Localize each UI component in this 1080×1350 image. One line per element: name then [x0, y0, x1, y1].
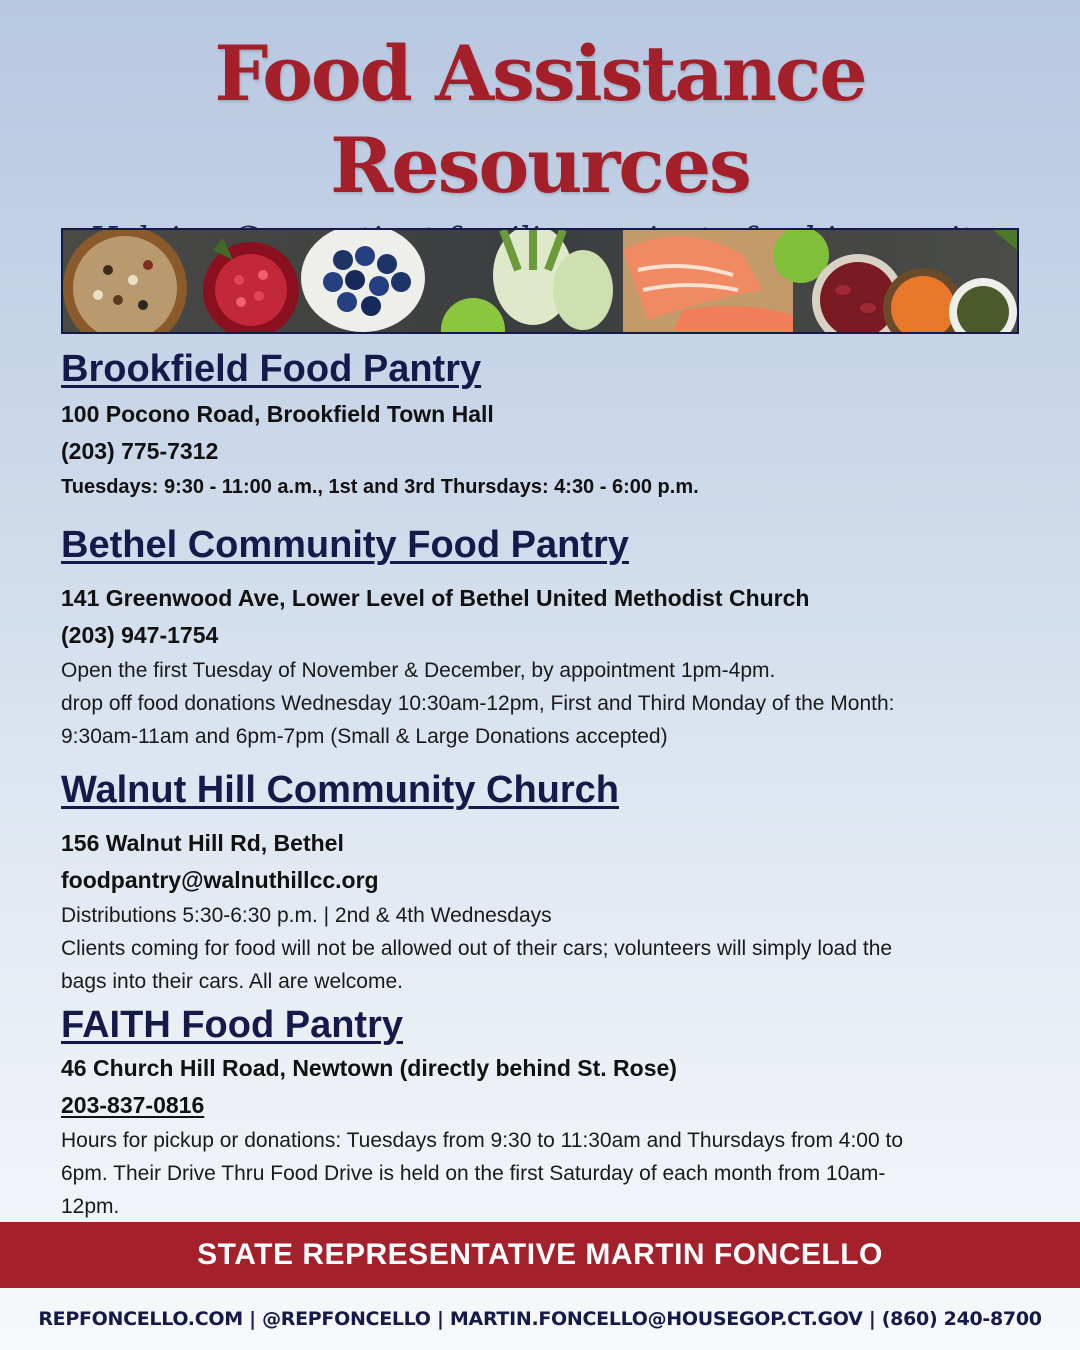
resource-phone-link[interactable]: 203-837-0816	[61, 1092, 205, 1118]
resource-detail: Distributions 5:30-6:30 p.m. | 2nd & 4th Wednesdays	[61, 904, 552, 927]
beans-bowl-icon	[63, 230, 187, 332]
resource-title-bethel[interactable]: Bethel Community Food Pantry	[61, 524, 629, 566]
resource-email[interactable]: foodpantry@walnuthillcc.org	[61, 867, 379, 893]
resource-detail: 12pm.	[61, 1195, 120, 1218]
resource-detail: Hours for pickup or donations: Tuesdays from 9:30 to 11:30am and Thursdays from 4:00 to	[61, 1129, 904, 1152]
resource-faith	[61, 1002, 1019, 1223]
resource-phone: (203) 775-7312	[61, 438, 219, 464]
resource-address: 100 Pocono Road, Brookfield Town Hall	[61, 401, 494, 427]
resource-title-walnut-hill[interactable]: Walnut Hill Community Church	[61, 769, 620, 811]
resource-list	[61, 346, 1019, 1223]
resource-title-brookfield[interactable]: Brookfield Food Pantry	[61, 348, 482, 390]
resource-phone: (203) 947-1754	[61, 622, 219, 648]
resource-brookfield	[61, 346, 1019, 504]
footer-contact-info: REPFONCELLO.COM | @REPFONCELLO | MARTIN.FONCELLO@HOUSEGOP.CT.GOV | (860) 240-8700	[38, 1308, 1042, 1330]
resource-walnut-hill	[61, 767, 1019, 998]
food-banner-image	[61, 228, 1019, 334]
resource-detail: 6pm. Their Drive Thru Food Drive is held on the first Saturday of each month from 10am-	[61, 1162, 886, 1185]
representative-banner: STATE REPRESENTATIVE MARTIN FONCELLO	[0, 1222, 1080, 1288]
resource-bethel	[61, 522, 1019, 753]
resource-detail: Open the first Tuesday of November & December, by appointment 1pm-4pm.	[61, 659, 776, 682]
resource-detail: drop off food donations Wednesday 10:30am-12pm, First and Third Monday of the Month:	[61, 692, 895, 715]
resource-detail: Clients coming for food will not be allowed out of their cars; volunteers will simply load the	[61, 937, 893, 960]
resource-address: 156 Walnut Hill Rd, Bethel	[61, 830, 344, 856]
page-title: Food Assistance Resources	[214, 29, 866, 210]
resource-address: 141 Greenwood Ave, Lower Level of Bethel United Methodist Church	[61, 585, 810, 611]
resource-hours: Tuesdays: 9:30 - 11:00 a.m., 1st and 3rd Thursdays: 4:30 - 6:00 p.m.	[61, 476, 699, 498]
resource-address: 46 Church Hill Road, Newtown (directly behind St. Rose)	[61, 1055, 677, 1081]
resource-detail: bags into their cars. All are welcome.	[61, 970, 403, 993]
resource-title-faith[interactable]: FAITH Food Pantry	[61, 1004, 403, 1046]
resource-detail: 9:30am-11am and 6pm-7pm (Small & Large Donations accepted)	[61, 725, 668, 748]
salmon-icon	[623, 230, 793, 332]
